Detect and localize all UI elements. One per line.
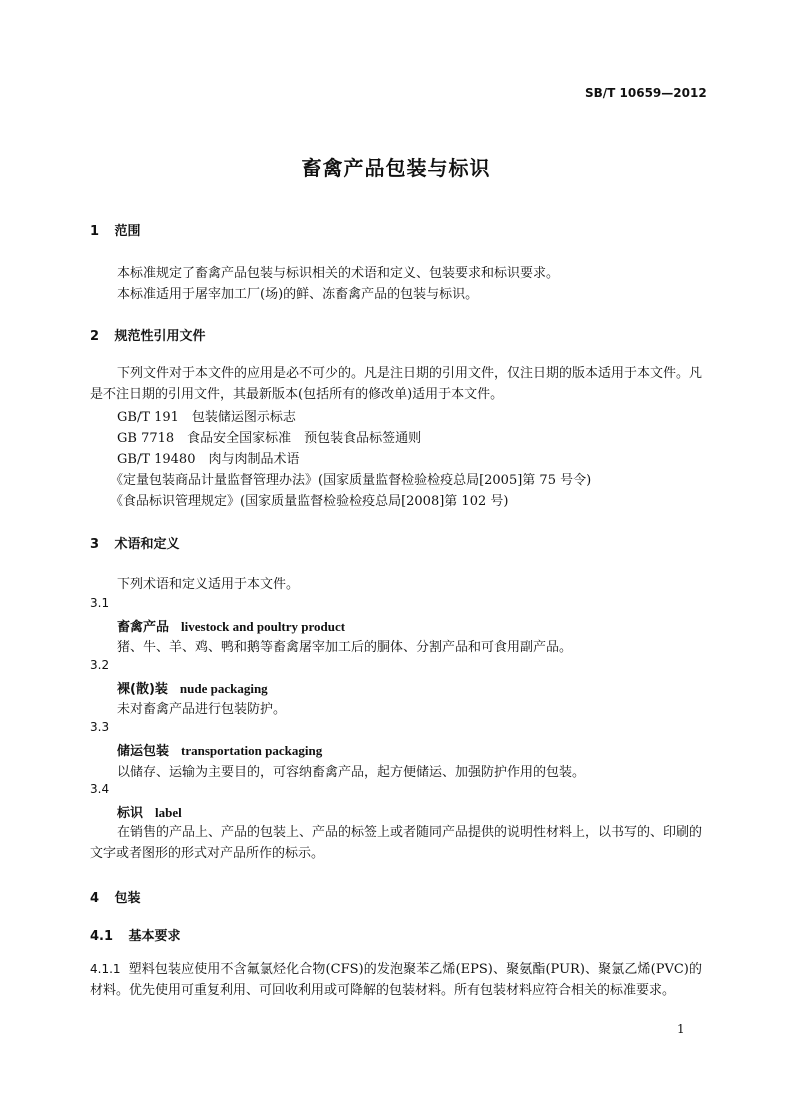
page-number: 1 xyxy=(677,1022,685,1036)
paragraph: 下列术语和定义适用于本文件。 xyxy=(117,577,300,592)
term-en: transportation packaging xyxy=(181,743,323,758)
document-title: 畜禽产品包装与标识 xyxy=(301,156,491,180)
section-heading-terms xyxy=(90,533,180,552)
term-number: 3.4 xyxy=(90,782,110,796)
term-zh: 裸(散)装 xyxy=(117,682,168,697)
section-heading-scope xyxy=(90,220,141,239)
term-title xyxy=(117,616,345,635)
section-heading-packaging xyxy=(90,887,141,906)
term-en: label xyxy=(155,805,182,820)
section-title: 术语和定义 xyxy=(114,537,180,552)
reference-item: GB/T 191 包装储运图示标志 xyxy=(117,410,296,425)
term-title xyxy=(117,740,322,759)
reference-item: 《食品标识管理规定》(国家质量监督检验检疫总局[2008]第 102 号) xyxy=(110,494,509,509)
reference-item: GB 7718 食品安全国家标准 预包装食品标签通则 xyxy=(117,431,422,446)
term-zh: 储运包装 xyxy=(117,744,170,759)
clause-paragraph xyxy=(90,959,702,1001)
term-en: nude packaging xyxy=(179,681,268,696)
term-definition: 未对畜禽产品进行包装防护。 xyxy=(117,702,287,717)
section-number: 1 xyxy=(90,224,100,239)
term-definition: 以储存、运输为主要目的，可容纳畜禽产品，起方便储运、加强防护作用的包装。 xyxy=(117,765,586,780)
term-title xyxy=(117,802,182,821)
term-definition: 在销售的产品上、产品的包装上、产品的标签上或者随同产品提供的说明性材料上，以书写的、印刷的文字或者图形的形式对产品所作的标示。 xyxy=(90,825,703,861)
paragraph: 下列文件对于本文件的应用是必不可少的。凡是注日期的引用文件，仅注日期的版本适用于本文件。凡是不注日期的引用文件，其最新版本(包括所有的修改单)适用于本文件。 xyxy=(90,366,703,402)
reference-item: 《定量包装商品计量监督管理办法》(国家质量监督检验检疫总局[2005]第 75 号令) xyxy=(110,473,592,488)
paragraph: 本标准规定了畜禽产品包装与标识相关的术语和定义、包装要求和标识要求。 xyxy=(117,266,560,281)
subsection-title: 基本要求 xyxy=(128,929,181,944)
term-number: 3.1 xyxy=(90,596,110,610)
section-title: 范围 xyxy=(114,224,141,239)
subsection-number: 4.1 xyxy=(90,929,114,944)
section-title: 包装 xyxy=(114,891,141,906)
section-number: 2 xyxy=(90,329,100,344)
subsection-heading-basic-requirements xyxy=(90,925,181,944)
term-zh: 标识 xyxy=(117,806,144,821)
term-zh: 畜禽产品 xyxy=(117,620,170,635)
clause-number: 4.1.1 xyxy=(90,962,121,976)
term-title xyxy=(117,678,268,697)
section-heading-normative-references xyxy=(90,325,206,344)
term-number: 3.2 xyxy=(90,658,110,672)
section-title: 规范性引用文件 xyxy=(114,329,206,344)
term-en: livestock and poultry product xyxy=(181,619,346,634)
clause-text: 塑料包装应使用不含氟氯烃化合物(CFS)的发泡聚苯乙烯(EPS)、聚氨酯(PUR)、聚氯乙烯(PVC)的材料。优先使用可重复利用、可回收利用或可降解的包装材料。所有包装材料应符合相关的标准要求。 xyxy=(90,962,702,998)
term-definition: 猪、牛、羊、鸡、鸭和鹅等畜禽屠宰加工后的胴体、分割产品和可食用副产品。 xyxy=(117,640,573,655)
paragraph: 本标准适用于屠宰加工厂(场)的鲜、冻畜禽产品的包装与标识。 xyxy=(117,287,479,302)
term-number: 3.3 xyxy=(90,720,110,734)
section-number: 3 xyxy=(90,537,100,552)
standard-number: SB/T 10659—2012 xyxy=(585,86,707,100)
reference-item: GB/T 19480 肉与肉制品术语 xyxy=(117,452,300,467)
section-number: 4 xyxy=(90,891,100,906)
